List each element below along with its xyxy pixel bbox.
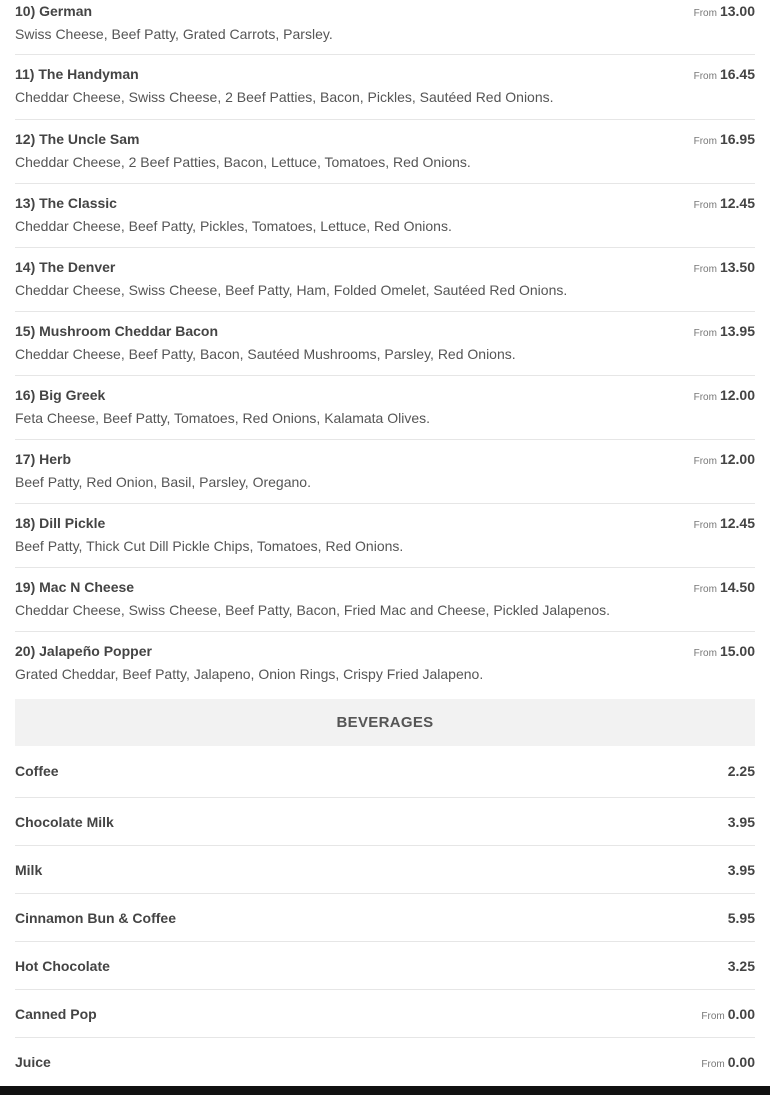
menu-item-price bbox=[694, 515, 755, 534]
beverage-item[interactable] bbox=[15, 990, 755, 1038]
menu-item[interactable] bbox=[15, 632, 755, 699]
beverage-price bbox=[725, 958, 755, 977]
menu-item[interactable] bbox=[15, 0, 755, 55]
menu-item-description: Cheddar Cheese, Swiss Cheese, Beef Patty, Bacon, Fried Mac and Cheese, Pickled Jalapenos. bbox=[15, 602, 611, 618]
price-amount: 15.00 bbox=[719, 643, 755, 659]
menu-item-name: 17) Herb bbox=[15, 451, 72, 467]
menu-item-description: Feta Cheese, Beef Patty, Tomatoes, Red Onions, Kalamata Olives. bbox=[15, 410, 431, 426]
menu-item-price bbox=[694, 195, 755, 214]
menu-item-name: 20) Jalapeño Popper bbox=[15, 643, 152, 659]
menu-item-name: 13) The Classic bbox=[15, 195, 117, 211]
price-amount: 12.45 bbox=[719, 515, 755, 531]
beverage-item[interactable] bbox=[15, 1038, 755, 1085]
menu-item-description: Swiss Cheese, Beef Patty, Grated Carrots, Parsley. bbox=[15, 26, 333, 42]
beverage-name: Juice bbox=[15, 1054, 51, 1070]
menu-item-description: Cheddar Cheese, Beef Patty, Pickles, Tomatoes, Lettuce, Red Onions. bbox=[15, 218, 452, 234]
beverage-item[interactable] bbox=[15, 798, 755, 846]
price-amount: 13.00 bbox=[719, 3, 755, 19]
menu-item[interactable] bbox=[15, 376, 755, 440]
beverage-item[interactable] bbox=[15, 746, 755, 798]
menu-item[interactable] bbox=[15, 120, 755, 184]
menu-item[interactable] bbox=[15, 55, 755, 120]
beverage-price bbox=[725, 814, 755, 833]
menu-item-description: Beef Patty, Thick Cut Dill Pickle Chips, Tomatoes, Red Onions. bbox=[15, 538, 404, 554]
beverage-name: Milk bbox=[15, 862, 43, 878]
price-amount: 16.45 bbox=[719, 66, 755, 82]
price-amount: 3.95 bbox=[727, 814, 755, 830]
from-label: From bbox=[693, 8, 717, 19]
menu-item-price bbox=[694, 3, 755, 22]
price-amount: 13.50 bbox=[719, 259, 755, 275]
menu-item-description: Cheddar Cheese, 2 Beef Patties, Bacon, Lettuce, Tomatoes, Red Onions. bbox=[15, 154, 471, 170]
menu-list bbox=[15, 0, 755, 1085]
price-amount: 12.45 bbox=[719, 195, 755, 211]
menu-item[interactable] bbox=[15, 440, 755, 504]
from-label: From bbox=[693, 584, 717, 595]
menu-item-price bbox=[694, 579, 755, 598]
menu-item-price bbox=[694, 66, 755, 85]
beverage-name: Cinnamon Bun & Coffee bbox=[15, 910, 176, 926]
price-amount: 0.00 bbox=[727, 1006, 755, 1022]
from-label: From bbox=[693, 456, 717, 467]
price-amount: 2.25 bbox=[727, 763, 755, 779]
menu-item-price bbox=[694, 643, 755, 662]
price-amount: 12.00 bbox=[719, 387, 755, 403]
price-amount: 3.95 bbox=[727, 862, 755, 878]
menu-item-price bbox=[694, 387, 755, 406]
from-label: From bbox=[693, 71, 717, 82]
menu-item-description: Grated Cheddar, Beef Patty, Jalapeno, Onion Rings, Crispy Fried Jalapeno. bbox=[15, 666, 484, 682]
menu-item-name: 11) The Handyman bbox=[15, 66, 139, 82]
menu-item[interactable] bbox=[15, 504, 755, 568]
from-label: From bbox=[701, 1011, 725, 1022]
beverage-name: Hot Chocolate bbox=[15, 958, 110, 974]
from-label: From bbox=[693, 648, 717, 659]
menu-item-name: 12) The Uncle Sam bbox=[15, 131, 140, 147]
menu-item-price bbox=[694, 131, 755, 150]
price-amount: 5.95 bbox=[727, 910, 755, 926]
price-amount: 0.00 bbox=[727, 1054, 755, 1070]
footer-bar bbox=[0, 1086, 770, 1095]
menu-item-name: 18) Dill Pickle bbox=[15, 515, 106, 531]
from-label: From bbox=[693, 136, 717, 147]
from-label: From bbox=[693, 264, 717, 275]
price-amount: 14.50 bbox=[719, 579, 755, 595]
from-label: From bbox=[693, 520, 717, 531]
price-amount: 13.95 bbox=[719, 323, 755, 339]
from-label: From bbox=[693, 392, 717, 403]
beverage-name: Coffee bbox=[15, 763, 59, 779]
beverage-item[interactable] bbox=[15, 942, 755, 990]
beverage-price bbox=[725, 862, 755, 881]
from-label: From bbox=[701, 1059, 725, 1070]
from-label: From bbox=[693, 200, 717, 211]
menu-item-price bbox=[694, 259, 755, 278]
beverage-price bbox=[701, 1054, 755, 1073]
beverage-name: Canned Pop bbox=[15, 1006, 97, 1022]
beverage-item[interactable] bbox=[15, 846, 755, 894]
menu-item-description: Cheddar Cheese, Swiss Cheese, 2 Beef Patties, Bacon, Pickles, Sautéed Red Onions. bbox=[15, 89, 554, 105]
menu-item[interactable] bbox=[15, 184, 755, 248]
menu-item-description: Cheddar Cheese, Swiss Cheese, Beef Patty, Ham, Folded Omelet, Sautéed Red Onions. bbox=[15, 282, 568, 298]
menu-item-description: Beef Patty, Red Onion, Basil, Parsley, Oregano. bbox=[15, 474, 311, 490]
beverage-name: Chocolate Milk bbox=[15, 814, 114, 830]
menu-item-name: 16) Big Greek bbox=[15, 387, 106, 403]
beverage-price bbox=[725, 763, 755, 782]
section-header-beverages: BEVERAGES bbox=[15, 699, 755, 746]
beverage-price bbox=[725, 910, 755, 929]
menu-item-price bbox=[694, 323, 755, 342]
from-label: From bbox=[693, 328, 717, 339]
menu-item-name: 10) German bbox=[15, 3, 93, 19]
price-amount: 16.95 bbox=[719, 131, 755, 147]
menu-item[interactable] bbox=[15, 568, 755, 632]
menu-item-name: 14) The Denver bbox=[15, 259, 116, 275]
price-amount: 12.00 bbox=[719, 451, 755, 467]
menu-item-description: Cheddar Cheese, Beef Patty, Bacon, Sautéed Mushrooms, Parsley, Red Onions. bbox=[15, 346, 516, 362]
menu-item[interactable] bbox=[15, 312, 755, 376]
menu-item-price bbox=[694, 451, 755, 470]
menu-item[interactable] bbox=[15, 248, 755, 312]
menu-item-name: 15) Mushroom Cheddar Bacon bbox=[15, 323, 219, 339]
menu-item-name: 19) Mac N Cheese bbox=[15, 579, 135, 595]
price-amount: 3.25 bbox=[727, 958, 755, 974]
beverage-price bbox=[701, 1006, 755, 1025]
beverage-item[interactable] bbox=[15, 894, 755, 942]
